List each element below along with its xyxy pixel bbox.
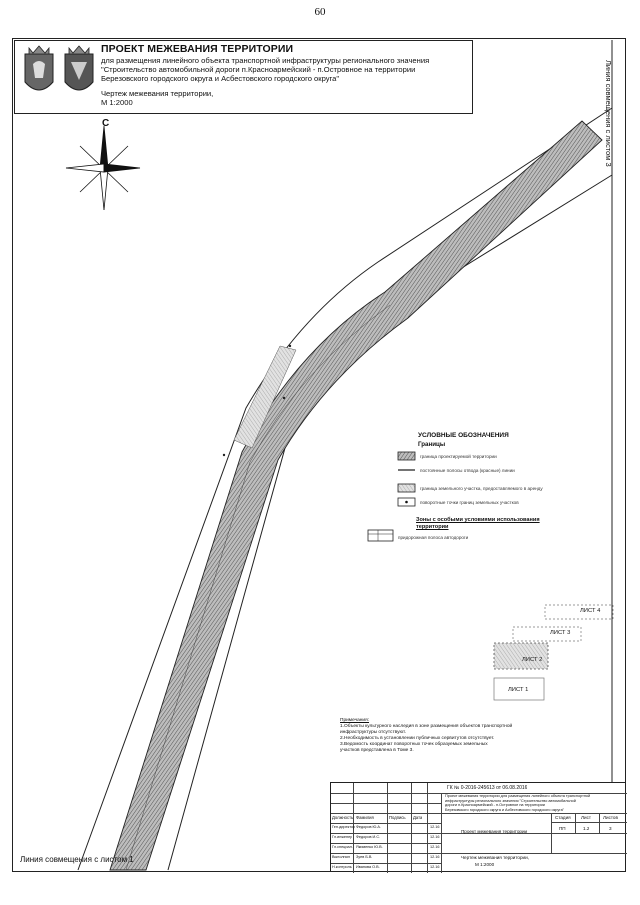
contract-code: ГК № 0-2016-245613 от 06.08.2016 bbox=[447, 785, 528, 791]
stamp-drawing-scale: М 1:2000 bbox=[475, 862, 495, 867]
section-name: Проект межевания территории bbox=[461, 829, 528, 834]
stamp-person: Иванова О.В. bbox=[356, 865, 380, 869]
stamp-role: Н.контроль bbox=[332, 865, 352, 869]
seam-label-right: Линия совмещения с листом 3 bbox=[604, 60, 613, 167]
legend-item: граница земельного участка, предоставляемого в аренду bbox=[420, 486, 543, 491]
stamp-header: Подпись bbox=[389, 815, 406, 820]
seam-label-bottom: Линия совмещения с листом 1 bbox=[20, 855, 134, 864]
stage-header: Лист bbox=[581, 815, 591, 820]
sheet-label: ЛИСТ 2 bbox=[522, 657, 543, 663]
stamp-person: Федоров Ю.А. bbox=[356, 825, 382, 829]
legend-title: УСЛОВНЫЕ ОБОЗНАЧЕНИЯ bbox=[418, 432, 509, 439]
stage-value: ПП bbox=[559, 826, 566, 831]
crest-icon bbox=[21, 44, 57, 100]
project-title: ПРОЕКТ МЕЖЕВАНИЯ ТЕРРИТОРИИ bbox=[101, 43, 294, 55]
sheet-label: ЛИСТ 1 bbox=[508, 687, 529, 693]
project-desc: Проект межевания территории для размещения линейного объекта транспортной инфраструктуры регионального значения "Строительство автомобильной дороги п.Красноармейский - п.Островное на территории Березовского городского округа и Асбестовского городского округа" bbox=[445, 794, 591, 812]
stamp-role: Гл.инженер bbox=[332, 835, 353, 839]
stage-value: 3 bbox=[609, 826, 612, 831]
legend-item: поворотные точки границ земельных участков bbox=[420, 500, 519, 505]
drawing-name: Чертеж межевания территории, bbox=[101, 89, 214, 98]
stamp-person: Федоров И.С. bbox=[356, 835, 381, 839]
turn-point bbox=[289, 345, 291, 347]
crest-icon bbox=[61, 44, 97, 100]
page-number: 60 bbox=[314, 6, 326, 18]
title-block bbox=[14, 40, 473, 114]
stage-header: Стадия bbox=[555, 815, 571, 820]
legend-item: придорожная полоса автодороги bbox=[398, 535, 469, 540]
stamp-date: 12.16 bbox=[430, 865, 440, 869]
title-line: для размещения линейного объекта транспортной инфраструктуры регионального значения bbox=[101, 56, 430, 65]
title-line: Березовского городского округа и Асбестовского городского округа" bbox=[101, 74, 340, 83]
legend-item: постоянные полосы отвода (красные) линии bbox=[420, 468, 515, 473]
sheet-label: ЛИСТ 4 bbox=[580, 608, 601, 614]
zones-title: Зоны с особыми условиями использования территории bbox=[416, 517, 540, 530]
stamp-date: 12.16 bbox=[430, 835, 440, 839]
stamp-role: Выполнил bbox=[332, 855, 350, 859]
stamp-person: Якименко Ю.В. bbox=[356, 845, 383, 849]
stamp-drawing-name: Чертеж межевания территории, bbox=[461, 855, 529, 860]
legend-item: граница проектируемой территории bbox=[420, 454, 497, 459]
stamp-role: Ген.директор bbox=[332, 825, 356, 829]
north-arrow bbox=[66, 126, 140, 210]
north-label: С bbox=[102, 118, 110, 129]
stamp-date: 12.16 bbox=[430, 845, 440, 849]
stamp-block bbox=[330, 782, 626, 872]
stage-value: 1.2 bbox=[583, 826, 590, 831]
road-band bbox=[110, 121, 602, 870]
stamp-date: 12.16 bbox=[430, 855, 440, 859]
stamp-person: Зуев Б.В. bbox=[356, 855, 373, 859]
title-line: "Строительство автомобильной дороги п.Красноармейский - п.Островное на территории bbox=[101, 65, 416, 74]
stamp-header: Дата bbox=[413, 815, 423, 820]
legend-subtitle: Границы bbox=[418, 441, 446, 448]
turn-point bbox=[223, 454, 225, 456]
stamp-header: Фамилия bbox=[356, 815, 374, 820]
notes: Примечания: 1.Объекты культурного наследия в зоне размещения объектов транспортной инфраструктуры отсутствуют. 2.Необходимость в установлении публичных сервитутов отсутствует. 3.Ведомость координат поворотных точек образуемых земельных участков представлена в Томе 3. bbox=[340, 718, 513, 753]
stage-header: Листов bbox=[603, 815, 618, 820]
stamp-header: Должность bbox=[332, 815, 354, 820]
drawing-scale: М 1:2000 bbox=[101, 98, 133, 107]
stamp-role: Гл.специал. bbox=[332, 845, 353, 849]
stamp-date: 12.16 bbox=[430, 825, 440, 829]
turn-point bbox=[283, 397, 285, 399]
sheet-label: ЛИСТ 3 bbox=[550, 630, 571, 636]
